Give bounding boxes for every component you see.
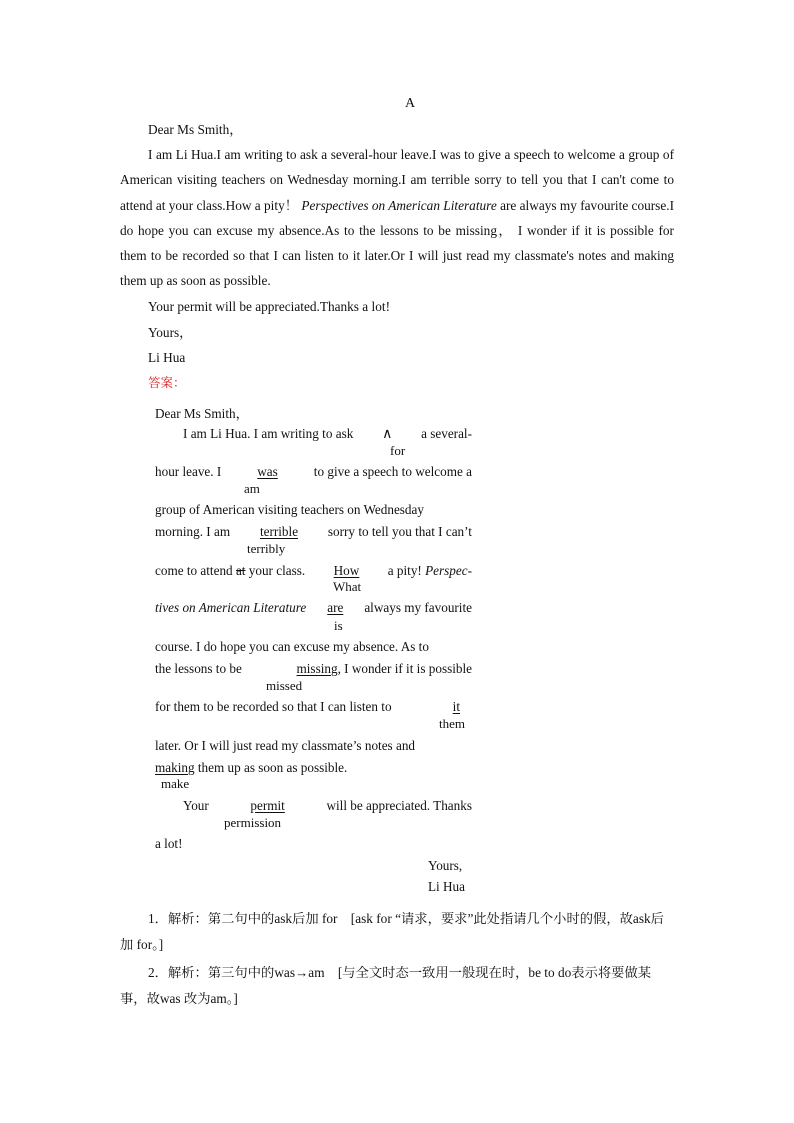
answer-salutation: Dear Ms Smith， xyxy=(155,406,249,421)
answer-label: 答案： xyxy=(148,375,186,390)
answer-line: later. Or I will just read my classmate’s notes and xyxy=(155,738,416,753)
correction: am xyxy=(244,481,260,496)
error-word: was xyxy=(257,464,278,479)
answer-line: making them up as soon as possible. xyxy=(155,760,348,775)
caret-mark: ∧ xyxy=(382,427,393,442)
correction: permission xyxy=(224,815,282,830)
answer-line: group of American visiting teachers on Wednesday xyxy=(155,502,424,517)
explanation-note-1: 1．解析：第二句中的ask后加 for [ask for “请求，要求”此处指请几个小时的假，故ask后加 for。] xyxy=(120,911,664,952)
answer-line: the lessons to be missing, I wonder if it is possible xyxy=(155,661,472,676)
correction: is xyxy=(334,618,343,633)
deleted-word: at xyxy=(235,563,246,578)
correction: missed xyxy=(266,678,303,693)
error-word: permit xyxy=(250,798,285,813)
error-word: terrible xyxy=(259,524,299,539)
answer-line: come to attend at your class. How a pity! Perspec- xyxy=(155,563,472,578)
letter-signature: Li Hua xyxy=(148,350,186,365)
error-word: missing xyxy=(296,661,338,676)
answer-line: tives on American Literature are always my favourite xyxy=(155,600,472,615)
error-word: are xyxy=(327,600,344,615)
correction: make xyxy=(161,776,190,791)
answer-closing: Yours, xyxy=(428,858,463,873)
answer-line: a lot! xyxy=(155,836,183,851)
error-word: it xyxy=(452,699,460,714)
correction: What xyxy=(333,579,362,594)
answer-signature: Li Hua xyxy=(428,879,465,894)
answer-line: Your permit will be appreciated. Thanks xyxy=(183,798,472,813)
section-title: A xyxy=(405,96,416,111)
letter-body-text: I am Li Hua.I am writing to ask a several-hour leave.I was to give a speech to welcome a group of American visiting teachers on Wednesday morning.I am terrible sorry to tell you that I can't come to attend at your class.How a pity！ xyxy=(120,147,674,213)
letter-closing: Yours， xyxy=(148,325,193,340)
correction: them xyxy=(439,716,465,731)
letter-body xyxy=(120,142,674,294)
error-word: making xyxy=(155,760,195,775)
letter-body-italic: Perspectives on American Literature xyxy=(301,197,497,213)
answer-line: for them to be recorded so that I can listen to it xyxy=(155,699,460,714)
correction: terribly xyxy=(247,541,286,556)
letter-salutation: Dear Ms Smith， xyxy=(148,122,243,137)
letter-body-2: Your permit will be appreciated.Thanks a lot! xyxy=(148,299,390,314)
explanation-note-2: 2．解析：第三句中的was→am [与全文时态一致用一般现在时，be to do表示将要做某事，故was 改为am。] xyxy=(120,965,652,1006)
correction: for xyxy=(390,443,406,458)
letter-body-end: are always my favourite course.I do hope you can excuse my absence.As to the lessons to be missing， I wonder if it is possible for them to be recorded so that I can listen to it later.Or I will just read my classmate's notes and making them up as soon as possible. xyxy=(120,197,675,289)
answer-line: course. I do hope you can excuse my absence. As to xyxy=(155,639,429,654)
error-word: How xyxy=(333,563,360,578)
answer-line: hour leave. I was to give a speech to welcome a xyxy=(155,464,472,479)
answer-line: morning. I am terrible sorry to tell you that I can’t xyxy=(155,524,472,539)
answer-line: I am Li Hua. I am writing to ask ∧ a several- xyxy=(183,426,472,442)
